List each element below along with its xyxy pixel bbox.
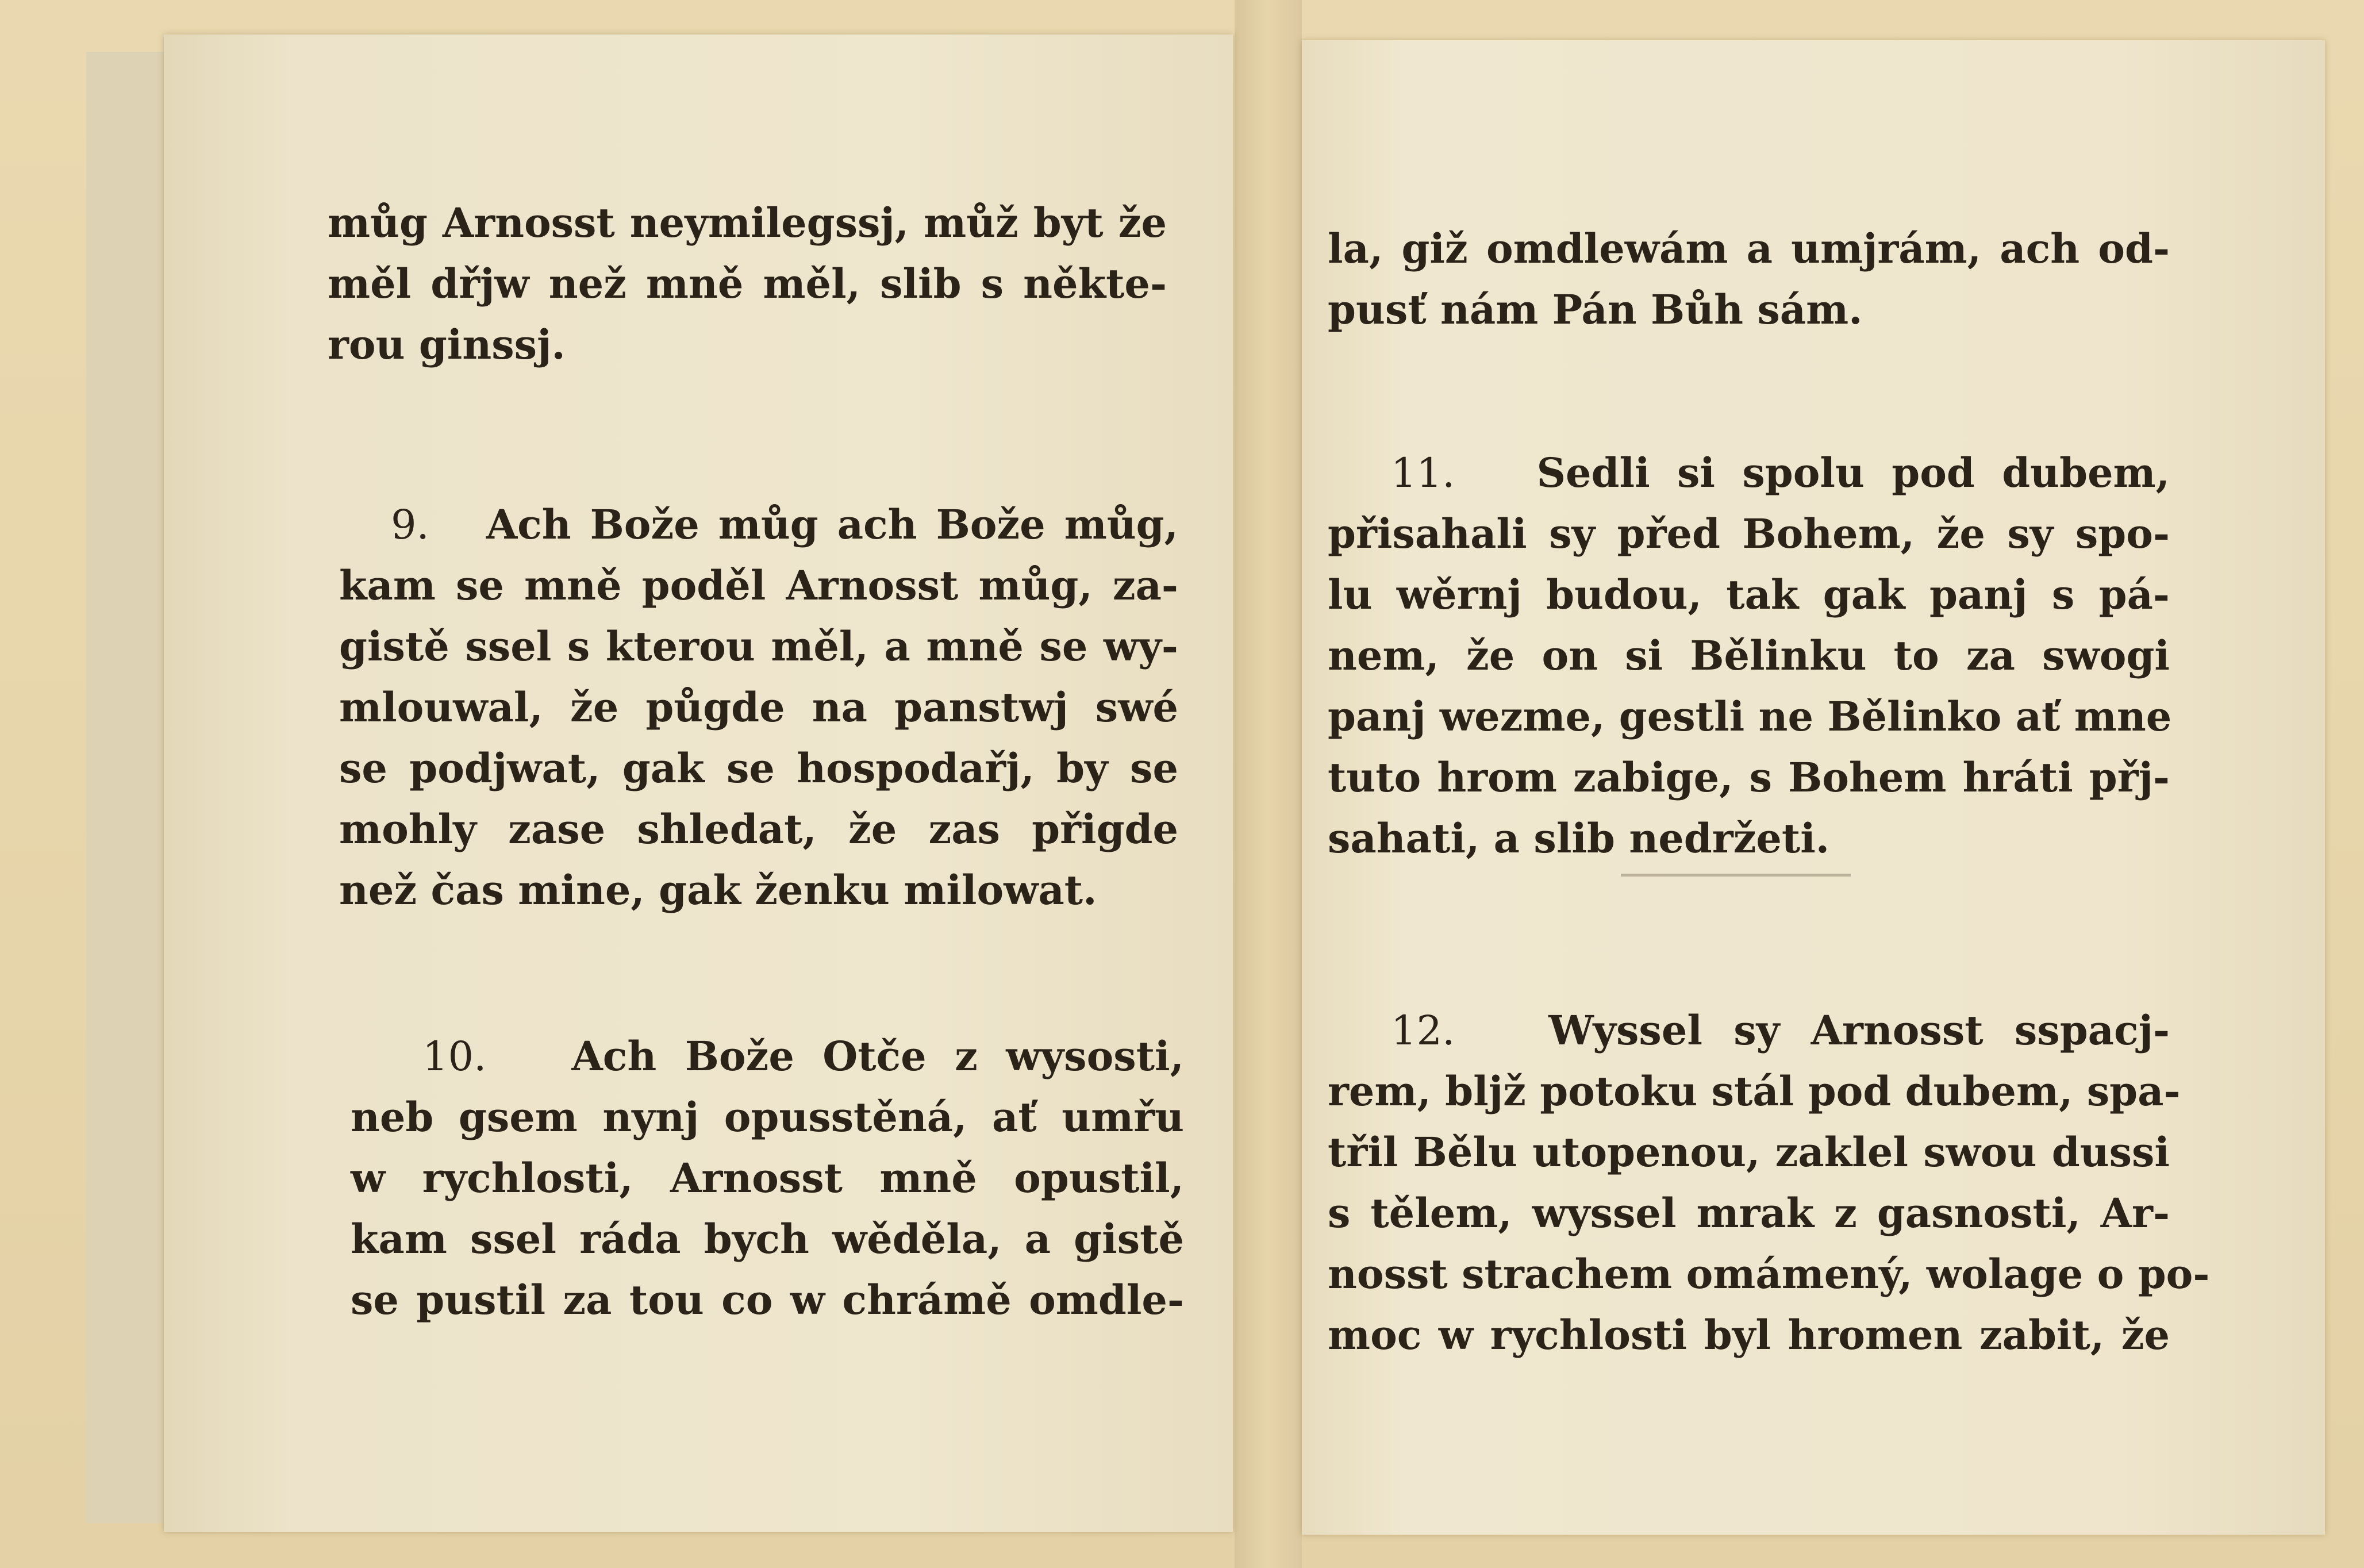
text-line: rou ginssj.	[328, 321, 566, 368]
stanza-number: 11.	[1391, 449, 1455, 497]
divider-rule	[1621, 874, 1851, 877]
stanza-first-line	[1328, 443, 2170, 504]
text-line: tuto hrom zabige, s Bohem hráti přj-	[1328, 754, 2170, 801]
stanza-number: 9.	[391, 501, 429, 548]
text-line: kam ssel ráda bych wěděla, a gistě	[351, 1215, 1184, 1263]
text-line: rem, bljž potoku stál pod dubem, spa-	[1328, 1067, 2181, 1115]
stanza-11	[1328, 443, 2170, 869]
text-line: třil Bělu utopenou, zaklel swou dussi	[1328, 1128, 2170, 1176]
stanza-10-end	[1328, 218, 2170, 340]
text-line: la, giž omdlewám a umjrám, ach od-	[1328, 225, 2170, 272]
text-line: nosst strachem omámený, wolage o po-	[1328, 1250, 2210, 1298]
text-line: Ach Bože můg ach Bože můg,	[486, 501, 1178, 548]
stanza-9	[339, 494, 1178, 921]
text-line: přisahali sy před Bohem, že sy spo-	[1328, 510, 2170, 558]
text-line: Sedli si spolu pod dubem,	[1536, 449, 2170, 497]
text-line: neb gsem nynj opusstěná, ať umřu	[351, 1093, 1184, 1141]
stanza-12	[1328, 1000, 2210, 1366]
text-line: mohly zase shledat, že zas přigde	[339, 805, 1178, 853]
stanza-10	[351, 1026, 1184, 1331]
text-line: se podjwat, gak se hospodařj, by se	[339, 744, 1178, 792]
text-line: s tělem, wyssel mrak z gasnosti, Ar-	[1328, 1189, 2170, 1237]
text-line: kam se mně poděl Arnosst můg, za-	[339, 562, 1178, 609]
text-line: w rychlosti, Arnosst mně opustil,	[351, 1154, 1184, 1202]
text-line: Ach Bože Otče z wysosti,	[571, 1032, 1184, 1080]
text-line: lu wěrnj budou, tak gak panj s pá-	[1328, 571, 2170, 618]
text-line: se pustil za tou co w chrámě omdle-	[351, 1276, 1184, 1324]
stanza-first-line	[1328, 1000, 2170, 1061]
text-line: Wyssel sy Arnosst sspacj-	[1548, 1006, 2170, 1054]
stanza-number: 10.	[422, 1033, 487, 1080]
text-line: než čas mine, gak ženku milowat.	[339, 866, 1097, 914]
book-gutter	[1235, 0, 1302, 1568]
stanza-first-line	[339, 494, 1178, 555]
text-line: můg Arnosst neymilegssj, můž byt že	[328, 199, 1167, 247]
text-line: moc w rychlosti byl hromen zabit, že	[1328, 1311, 2170, 1359]
text-line: pusť nám Pán Bůh sám.	[1328, 286, 1863, 333]
text-line: nem, že on si Bělinku to za swogi	[1328, 632, 2170, 679]
stanza-first-line	[351, 1026, 1184, 1087]
stanza-number: 12.	[1391, 1007, 1455, 1054]
text-line: gistě ssel s kterou měl, a mně se wy-	[339, 622, 1178, 670]
text-line: sahati, a slib nedržeti.	[1328, 814, 1830, 862]
text-line: mlouwal, že půgde na panstwj swé	[339, 683, 1178, 731]
text-line: měl dřjw než mně měl, slib s někte-	[328, 260, 1167, 308]
stanza-8-end	[328, 193, 1167, 375]
text-line: panj wezme, gestli ne Bělinko ať mne	[1328, 693, 2172, 740]
